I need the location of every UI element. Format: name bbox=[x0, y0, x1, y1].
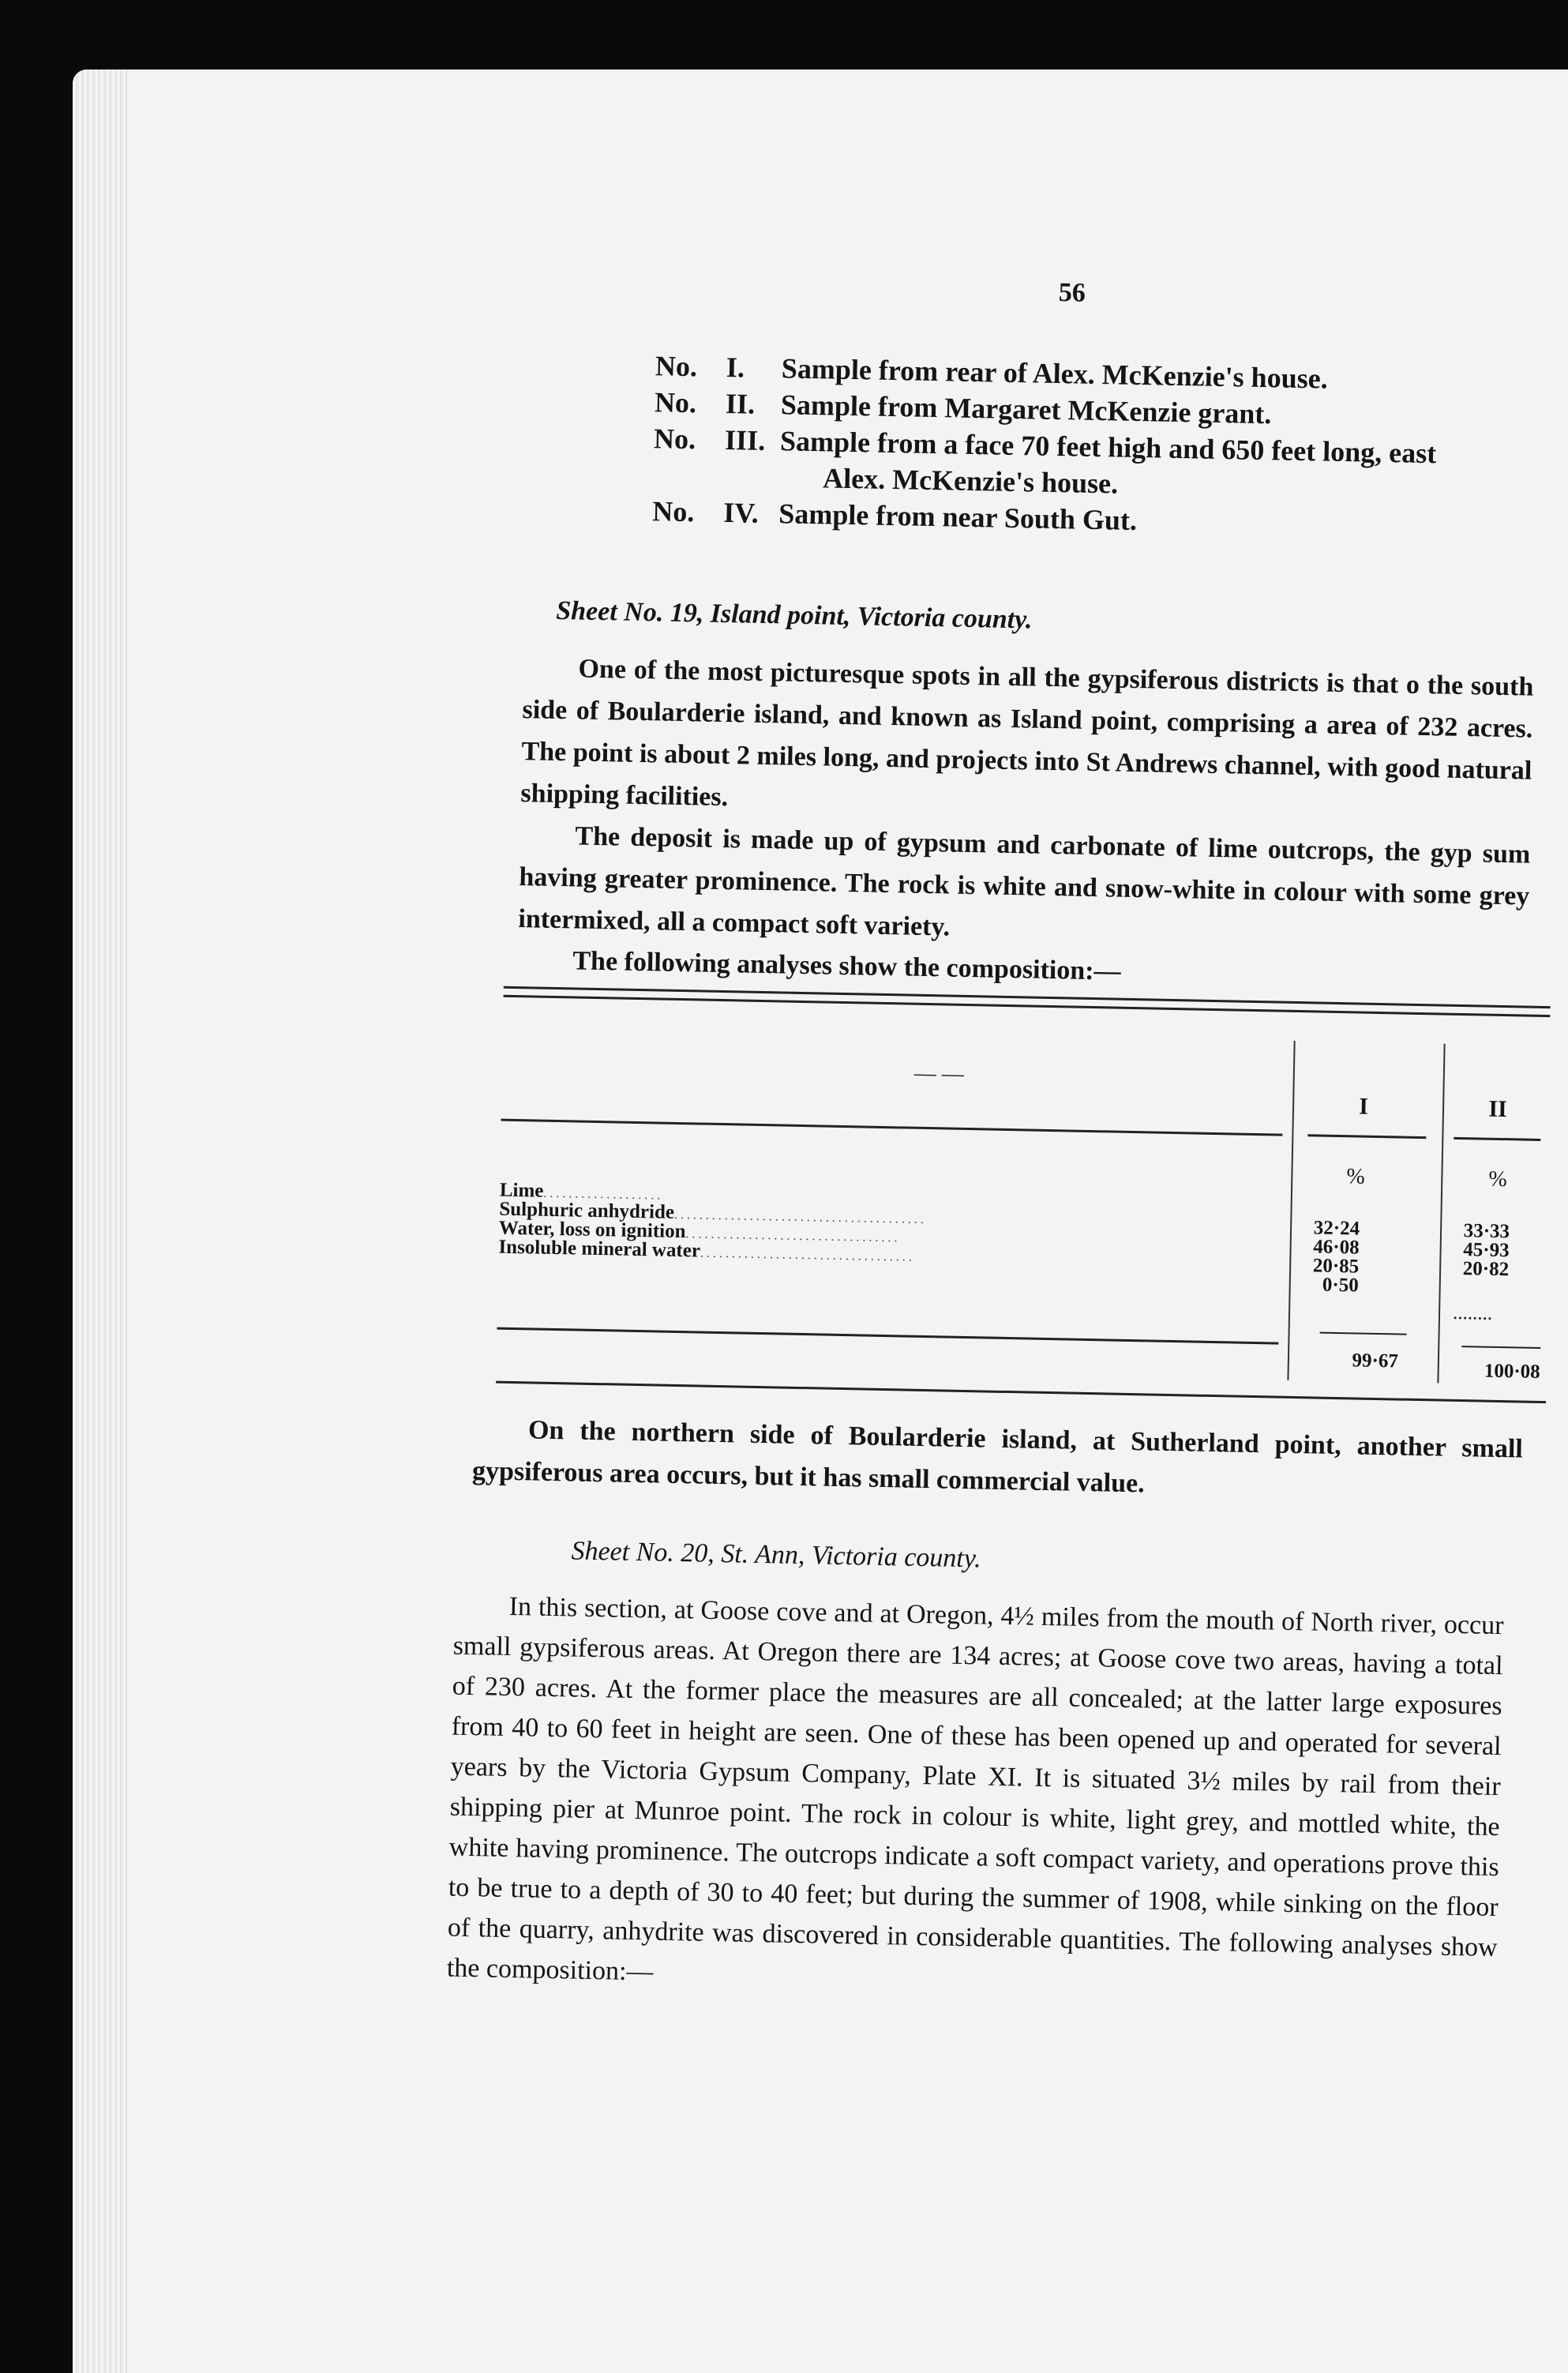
leader-dots: .................................. bbox=[685, 1227, 901, 1245]
row-label: Insoluble mineral water bbox=[498, 1236, 701, 1262]
table-top-double-rule bbox=[504, 986, 1551, 1017]
row-label: Lime bbox=[499, 1179, 544, 1202]
page-content bbox=[73, 69, 1568, 2373]
table-bottom-rule bbox=[497, 1327, 1278, 1345]
after-table-paragraph: On the northern side of Boularderie island, at Sutherland point, another small gypsiferous area occurs, but it has small commercial value. bbox=[471, 1415, 1524, 1499]
leader-dots: ................... bbox=[543, 1186, 664, 1203]
table-col-header-II: II bbox=[1488, 1095, 1508, 1123]
total-I: 99·67 bbox=[1352, 1350, 1399, 1372]
unit-percent-II: % bbox=[1488, 1166, 1507, 1192]
sample-text: Sample from a face 70 feet high and 650 feet long, east bbox=[779, 425, 1437, 470]
table-body bbox=[498, 1179, 1547, 1324]
sheet-19-paragraph-2: The deposit is made up of gypsum and carbonate of lime outcrops, the gyp sum having greater prominence. The rock is white and snow-white in colour with some grey intermixed, all a compact soft variety. bbox=[518, 821, 1531, 942]
page-number: 56 bbox=[1058, 278, 1086, 308]
table-header-rule bbox=[1454, 1137, 1540, 1141]
sample-num: I. bbox=[726, 351, 745, 384]
table-col-header-I: I bbox=[1358, 1093, 1369, 1120]
sample-no: No. bbox=[654, 386, 697, 419]
leader-dots: .................................. bbox=[700, 1246, 916, 1264]
sample-num: III. bbox=[724, 423, 766, 456]
value-I: 46·08 bbox=[1313, 1236, 1360, 1259]
sample-num: II. bbox=[725, 387, 756, 420]
value-II: 33·33 bbox=[1463, 1220, 1510, 1243]
sheet-19-heading: Sheet No. 19, Island point, Victoria county. bbox=[555, 595, 1033, 635]
unit-percent-I: % bbox=[1346, 1164, 1366, 1189]
sum-rule bbox=[1320, 1332, 1407, 1335]
table-header-rule bbox=[501, 1119, 1283, 1136]
sample-text: Sample from rear of Alex. McKenzie's house. bbox=[781, 352, 1329, 395]
sheet-19-paragraph-1: One of the most picturesque spots in all the gypsiferous districts is that o the south side of Boularderie island, and known as Island point, comprising a area of 232 acres. The point is about 2 miles long, and projects into St Andrews channel, with good natural shipping facilities. bbox=[520, 654, 1534, 813]
row-label: Sulphuric anhydride bbox=[499, 1198, 675, 1223]
table-header-rule bbox=[1307, 1134, 1426, 1139]
sheet-20-paragraph: In this section, at Goose cove and at Oregon, 4½ miles from the mouth of North river, occur small gypsiferous areas. At Oregon there are 134 acres; at Goose cove two areas, having a total of 230 acres. At the former place the measures are all concealed; at the latter large exposures from 40 to 60 feet in height are seen. One of these has been opened up and operated for several years by the Victoria Gypsum Company, Plate XI. It is situated 3½ miles by rail from their shipping pier at Munroe point. The rock in colour is white, light grey, and mottled white, the white having prominence. The outcrops indicate a soft compact variety, and operations prove this to be true to a depth of 30 to 40 feet; but during the summer of 1908, while sinking on the floor of the quarry, anhydrite was discovered in considerable quantities. The following analyses show the composition:— bbox=[446, 1591, 1504, 1987]
value-I: 32·24 bbox=[1313, 1217, 1360, 1240]
table-header-dash: — — bbox=[913, 1061, 965, 1087]
total-II: 100·08 bbox=[1484, 1360, 1540, 1383]
value-II: 20·82 bbox=[1462, 1258, 1510, 1281]
sample-num: IV. bbox=[722, 496, 760, 529]
value-I: 0·50 bbox=[1322, 1274, 1359, 1297]
sheet-20-heading: Sheet No. 20, St. Ann, Victoria county. bbox=[571, 1536, 981, 1574]
row-label: Water, loss on ignition bbox=[498, 1217, 686, 1243]
table-end-rule bbox=[496, 1381, 1546, 1404]
value-I: 20·85 bbox=[1312, 1255, 1360, 1278]
sample-text-continued: Alex. McKenzie's house. bbox=[822, 462, 1119, 500]
leader-dots: ........................................ bbox=[673, 1207, 928, 1227]
sample-no: No. bbox=[653, 422, 696, 456]
value-II: ........ bbox=[1452, 1301, 1493, 1324]
book-page bbox=[73, 69, 1568, 2373]
sheet-19-paragraph-3: The following analyses show the composition:— bbox=[572, 946, 1121, 986]
sum-rule bbox=[1461, 1346, 1540, 1349]
sample-text: Sample from Margaret McKenzie grant. bbox=[780, 389, 1272, 430]
sample-no: No. bbox=[652, 495, 695, 528]
value-II: 45·93 bbox=[1463, 1239, 1510, 1262]
sample-text: Sample from near South Gut. bbox=[778, 498, 1138, 536]
sample-no: No. bbox=[655, 350, 698, 383]
